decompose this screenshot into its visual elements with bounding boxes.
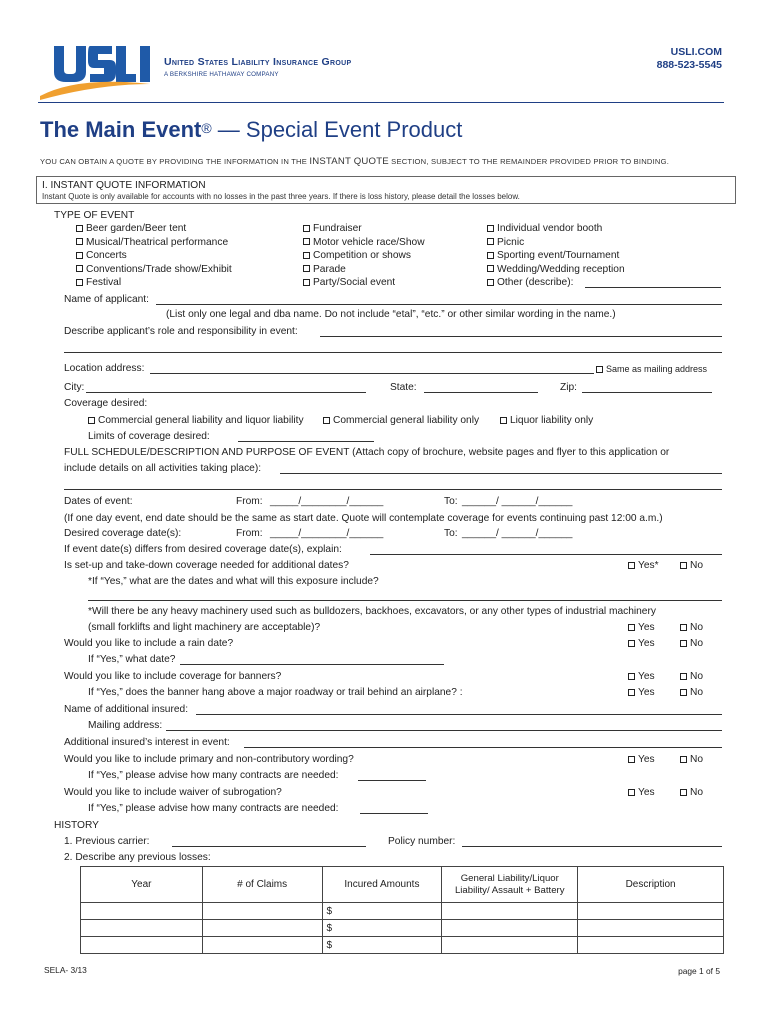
checkbox-icon[interactable] [76, 225, 83, 232]
checkbox-icon[interactable] [76, 279, 83, 286]
description-cell[interactable] [578, 920, 724, 937]
header-liability-type: General Liability/Liquor Liability/ Assault + Battery [442, 867, 578, 903]
event-type-option-label: Concerts [86, 250, 127, 262]
coverage-option-gl-liquor[interactable] [88, 415, 304, 427]
additional-insured-field[interactable] [196, 714, 722, 715]
setup-yes-checkbox[interactable] [628, 560, 659, 572]
company-block [164, 56, 351, 78]
header-description: Description [578, 867, 724, 903]
section-title: I. INSTANT QUOTE INFORMATION [42, 180, 206, 191]
event-type-label: TYPE OF EVENT [54, 210, 135, 221]
event-type-option-label: Fundraiser [313, 223, 362, 234]
description-cell[interactable] [578, 937, 724, 954]
checkbox-icon[interactable] [628, 756, 635, 763]
incurred-cell[interactable]: $ [322, 920, 442, 937]
dates-event-to-label: To: [444, 496, 458, 507]
rain-question: Would you like to include a rain date? [64, 638, 234, 649]
checkbox-icon[interactable] [303, 252, 310, 259]
checkbox-icon[interactable] [680, 562, 687, 569]
banners-roadway-yes-checkbox[interactable] [628, 687, 655, 699]
no-label: No [690, 687, 704, 698]
waiver-no-checkbox[interactable] [680, 787, 703, 799]
event-type-option[interactable] [487, 223, 602, 235]
yes-label: Yes [638, 787, 655, 798]
checkbox-icon[interactable] [88, 417, 95, 424]
claims-cell[interactable] [202, 903, 322, 920]
checkbox-icon[interactable] [680, 640, 687, 647]
dates-event-from-field[interactable]: _____/________/______ [270, 496, 384, 507]
header-claims: # of Claims [202, 867, 322, 903]
role-label: Describe applicant’s role and responsibility in event: [64, 326, 298, 337]
event-type-option[interactable] [487, 277, 573, 289]
description-cell[interactable] [578, 903, 724, 920]
header-year: Year [81, 867, 203, 903]
event-type-option-label: Conventions/Trade show/Exhibit [86, 263, 232, 275]
page-number: page 1 of 5 [678, 966, 720, 976]
checkbox-icon[interactable] [487, 238, 494, 245]
subtitle-part1: YOU CAN OBTAIN A QUOTE BY PROVIDING THE INFORMATION IN THE [40, 157, 310, 166]
contact-block [657, 46, 722, 72]
losses-table [80, 866, 724, 954]
same-mailing-checkbox[interactable] [596, 363, 707, 375]
event-type-option[interactable] [76, 264, 232, 276]
year-cell[interactable] [81, 903, 203, 920]
schedule-label-line1: FULL SCHEDULE/DESCRIPTION AND PURPOSE OF EVENT (Attach copy of brochure, website pages and flyer to this application or [64, 447, 670, 458]
role-field-line2[interactable] [64, 352, 722, 353]
checkbox-icon[interactable] [303, 238, 310, 245]
rain-date-field[interactable] [180, 664, 444, 665]
coverage-from-field[interactable]: _____/________/______ [270, 528, 384, 539]
machinery-question-line1: *Will there be any heavy machinery used such as bulldozers, backhoes, excavators, or any other types of industrial machinery [88, 606, 656, 617]
event-type-option-label: Motor vehicle race/Show [313, 236, 425, 248]
subtitle-part3: SECTION, SUBJECT TO THE REMAINDER PROVIDED PRIOR TO BINDING. [388, 157, 670, 166]
coverage-desired-label: Coverage desired: [64, 398, 148, 409]
checkbox-icon[interactable] [628, 789, 635, 796]
yes-label: Yes [638, 754, 655, 765]
policy-number-label: Policy number: [388, 836, 456, 847]
limits-label: Limits of coverage desired: [88, 431, 210, 442]
event-type-option[interactable] [303, 264, 346, 276]
event-type-option-label: Beer garden/Beer tent [86, 223, 187, 234]
event-type-option-label: Individual vendor booth [497, 223, 603, 234]
waiver-contracts-label: If “Yes,” please advise how many contracts are needed: [88, 803, 339, 814]
rain-yes-checkbox[interactable] [628, 638, 655, 650]
coverage-option-gl-only[interactable] [323, 415, 479, 427]
checkbox-icon[interactable] [680, 756, 687, 763]
event-type-option[interactable] [76, 277, 121, 289]
checkbox-icon[interactable] [487, 252, 494, 259]
title-rest: — Special Event Product [211, 117, 463, 142]
event-type-option[interactable] [76, 223, 186, 235]
additional-interest-field[interactable] [244, 747, 722, 748]
event-type-option[interactable] [487, 264, 625, 276]
checkbox-icon[interactable] [628, 640, 635, 647]
losses-table-header [81, 867, 724, 903]
waiver-contracts-field[interactable] [360, 813, 428, 814]
machinery-yes-checkbox[interactable] [628, 622, 655, 634]
desired-coverage-dates-label: Desired coverage date(s): [64, 528, 182, 539]
mailing-address-field[interactable] [166, 730, 722, 731]
applicant-name-field[interactable] [156, 304, 722, 305]
coverage-from-label: From: [236, 528, 263, 539]
no-label: No [690, 560, 704, 571]
rain-if-yes: If “Yes,” what date? [88, 654, 176, 665]
checkbox-icon[interactable] [628, 562, 635, 569]
dates-event-to-field[interactable]: ______/ ______/______ [462, 496, 573, 507]
location-label: Location address: [64, 363, 145, 374]
primary-question: Would you like to include primary and non-contributory wording? [64, 754, 354, 765]
checkbox-icon[interactable] [303, 265, 310, 272]
usli-logo [38, 44, 154, 100]
checkbox-icon[interactable] [487, 265, 494, 272]
setup-details-field[interactable] [88, 600, 722, 601]
yes-label: Yes [638, 671, 655, 682]
primary-no-checkbox[interactable] [680, 754, 703, 766]
checkbox-icon[interactable] [680, 689, 687, 696]
primary-contracts-label: If “Yes,” please advise how many contracts are needed: [88, 770, 339, 781]
differs-label: If event date(s) differs from desired coverage date(s), explain: [64, 544, 342, 555]
checkbox-icon[interactable] [76, 238, 83, 245]
checkbox-icon[interactable] [487, 225, 494, 232]
event-type-option-label: Competition or shows [313, 250, 411, 262]
event-type-option-label: Festival [86, 277, 122, 289]
previous-carrier-label: 1. Previous carrier: [64, 836, 150, 847]
yes-label: Yes [638, 687, 655, 698]
no-label: No [690, 754, 704, 765]
role-field[interactable] [320, 336, 722, 337]
additional-interest-label: Additional insured’s interest in event: [64, 737, 230, 748]
event-type-option[interactable] [303, 250, 411, 262]
title-main: The Main Event [40, 117, 202, 142]
policy-number-field[interactable] [462, 846, 722, 847]
event-type-option-label: Picnic [497, 236, 525, 248]
state-field[interactable] [424, 392, 538, 393]
waiver-question: Would you like to include waiver of subrogation? [64, 787, 282, 798]
event-type-option[interactable] [487, 237, 524, 249]
limits-field[interactable] [238, 441, 374, 442]
checkbox-icon[interactable] [76, 252, 83, 259]
year-cell[interactable] [81, 920, 203, 937]
event-type-option-label: Musical/Theatrical performance [86, 236, 229, 248]
checkbox-icon[interactable] [680, 624, 687, 631]
checkbox-icon[interactable] [680, 673, 687, 680]
location-field[interactable] [150, 373, 594, 374]
banners-no-checkbox[interactable] [680, 671, 703, 683]
event-type-option-label: Parade [313, 263, 346, 275]
no-label: No [690, 671, 704, 682]
setup-question: Is set-up and take-down coverage needed for additional dates? [64, 560, 349, 571]
history-label: HISTORY [54, 820, 99, 831]
coverage-option-liquor-only-label: Liquor liability only [510, 415, 594, 426]
table-row [81, 903, 724, 920]
schedule-field-line2[interactable] [64, 489, 722, 490]
yes-label: Yes* [638, 560, 659, 571]
setup-no-checkbox[interactable] [680, 560, 703, 572]
state-label: State: [390, 382, 417, 393]
city-field[interactable] [86, 392, 366, 393]
dates-event-label: Dates of event: [64, 496, 133, 507]
checkbox-icon[interactable] [628, 673, 635, 680]
claims-cell[interactable] [202, 920, 322, 937]
section-note: Instant Quote is only available for accounts with no losses in the past three years. If there is loss history, please detail the losses below. [42, 192, 520, 201]
city-label: City: [64, 382, 85, 393]
other-describe-field[interactable] [585, 287, 721, 288]
liability-cell[interactable] [442, 937, 578, 954]
event-type-option[interactable] [303, 237, 425, 249]
website-link[interactable]: USLI.COM [670, 46, 722, 58]
company-subtitle: A BERKSHIRE HATHAWAY COMPANY [164, 71, 279, 78]
yes-label: Yes [638, 622, 655, 633]
banners-question: Would you like to include coverage for banners? [64, 671, 282, 682]
zip-label: Zip: [560, 382, 577, 393]
differs-field[interactable] [370, 554, 722, 555]
event-type-option[interactable] [487, 250, 619, 262]
table-row [81, 920, 724, 937]
incurred-cell[interactable]: $ [322, 903, 442, 920]
coverage-option-gl-only-label: Commercial general liability only [333, 415, 480, 426]
checkbox-icon[interactable] [628, 624, 635, 631]
setup-if-yes: *If “Yes,” what are the dates and what will this exposure include? [88, 576, 379, 587]
checkbox-icon[interactable] [323, 417, 330, 424]
event-type-option[interactable] [76, 250, 127, 262]
event-type-option[interactable] [303, 277, 395, 289]
checkbox-icon[interactable] [76, 265, 83, 272]
schedule-label-line2: include details on all activities taking place): [64, 463, 262, 474]
form-code: SELA- 3/13 [44, 965, 87, 975]
rain-no-checkbox[interactable] [680, 638, 703, 650]
page-subtitle [40, 156, 669, 167]
checkbox-icon[interactable] [487, 279, 494, 286]
checkbox-icon[interactable] [680, 789, 687, 796]
waiver-yes-checkbox[interactable] [628, 787, 655, 799]
event-type-option[interactable] [76, 237, 228, 249]
yes-label: Yes [638, 638, 655, 649]
registered-mark: ® [201, 120, 212, 136]
header-divider [38, 102, 724, 103]
coverage-to-label: To: [444, 528, 458, 539]
no-label: No [690, 622, 704, 633]
additional-insured-label: Name of additional insured: [64, 704, 189, 715]
one-day-note: (If one day event, end date should be the same as start date. Quote will contemplate coverage for events continuing past 12:00 a.m.) [64, 513, 663, 524]
banners-yes-checkbox[interactable] [628, 671, 655, 683]
no-label: No [690, 787, 704, 798]
liability-cell[interactable] [442, 903, 578, 920]
zip-field[interactable] [582, 392, 712, 393]
banners-if-yes: If “Yes,” does the banner hang above a major roadway or trail behind an airplane? : [88, 687, 463, 698]
checkbox-icon[interactable] [303, 225, 310, 232]
event-type-option[interactable] [303, 223, 362, 235]
previous-losses-label: 2. Describe any previous losses: [64, 852, 211, 863]
previous-carrier-field[interactable] [172, 846, 366, 847]
coverage-option-gl-liquor-label: Commercial general liability and liquor liability [98, 415, 304, 426]
claims-cell[interactable] [202, 937, 322, 954]
phone-number: 888-523-5545 [656, 59, 722, 71]
company-name: United States Liability Insurance Group [164, 56, 352, 68]
applicant-name-label: Name of applicant: [64, 294, 149, 305]
no-label: No [690, 638, 704, 649]
primary-yes-checkbox[interactable] [628, 754, 655, 766]
coverage-to-field[interactable]: ______/ ______/______ [462, 528, 573, 539]
subtitle-part2: INSTANT QUOTE [309, 156, 389, 167]
checkbox-icon[interactable] [628, 689, 635, 696]
event-type-option-label: Party/Social event [313, 277, 396, 289]
machinery-question-line2: (small forklifts and light machinery are acceptable)? [88, 622, 321, 633]
event-type-option-label: Other (describe): [497, 277, 574, 289]
page-title [40, 117, 462, 143]
banners-roadway-no-checkbox[interactable] [680, 687, 703, 699]
checkbox-icon[interactable] [596, 366, 603, 373]
coverage-option-liquor-only[interactable] [500, 415, 593, 427]
year-cell[interactable] [81, 937, 203, 954]
event-type-option-label: Wedding/Wedding reception [497, 263, 625, 275]
event-type-option-label: Sporting event/Tournament [497, 250, 620, 262]
liability-cell[interactable] [442, 920, 578, 937]
schedule-field[interactable] [280, 473, 722, 474]
mailing-address-label: Mailing address: [88, 720, 163, 731]
dates-event-from-label: From: [236, 496, 263, 507]
table-row [81, 937, 724, 954]
checkbox-icon[interactable] [303, 279, 310, 286]
checkbox-icon[interactable] [500, 417, 507, 424]
same-mailing-label: Same as mailing address [606, 364, 708, 374]
primary-contracts-field[interactable] [358, 780, 426, 781]
incurred-cell[interactable]: $ [322, 937, 442, 954]
header-incurred: Incured Amounts [322, 867, 442, 903]
applicant-name-note: (List only one legal and dba name. Do not include “etal”, “etc.” or other similar wording in the name.) [166, 309, 616, 320]
machinery-no-checkbox[interactable] [680, 622, 703, 634]
